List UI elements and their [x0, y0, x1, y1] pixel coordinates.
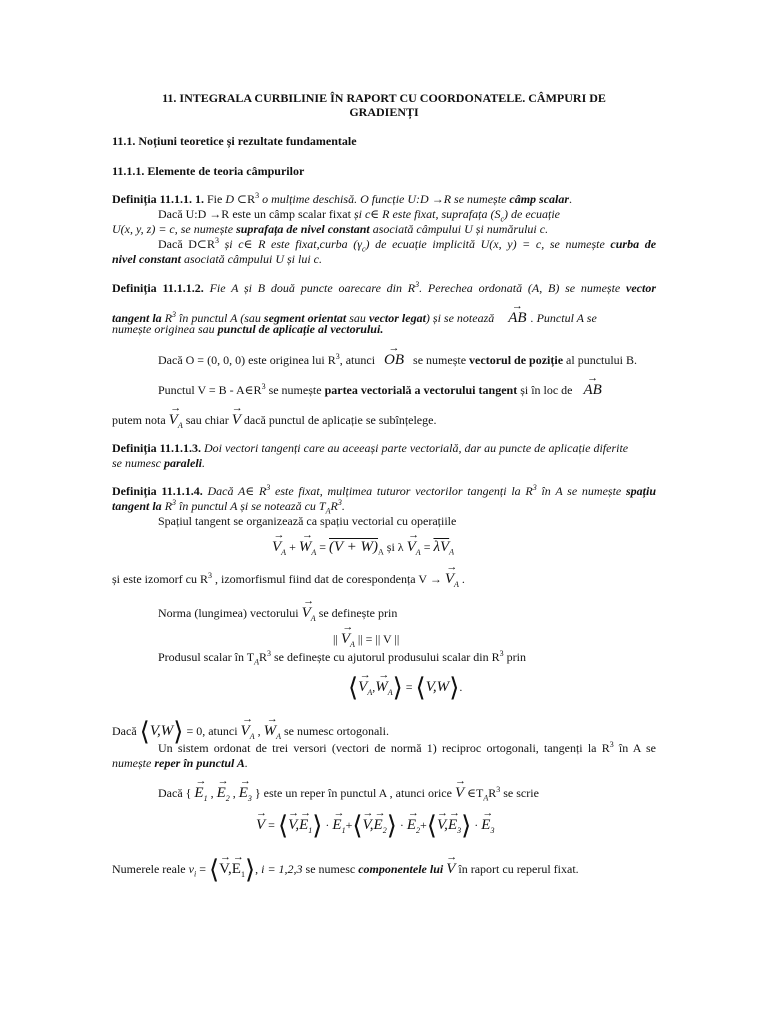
vector-e1-2: → $E_1$	[299, 808, 312, 832]
definition-4-line-4: și este izomorf cu $R^3$ , izomorfismul fiind dat de corespondența V → → $V_A$ .	[112, 562, 465, 586]
definition-4-line-3: Spațiul tangent se organizează ca spațiu vectorial cu operațiile	[158, 514, 457, 528]
definition-1-line-5: nivel constant asociată câmpului U și lui c.	[112, 252, 323, 266]
vector-va-3: → $V_A$	[445, 562, 459, 586]
definition-2-line-6: putem nota → $V_A$ sau chiar → V dacă punctul de aplicație se subînțelege.	[112, 403, 436, 427]
definition-2-line-3: numește originea sau punctul de aplicație al vectorului.	[112, 322, 384, 336]
vector-ob: → OB	[384, 343, 404, 367]
vector-e2-3: → $E_2$	[407, 808, 420, 832]
definition-1-line-3: U(x, y, z) = c, se numește suprafața de nivel constant asociată câmpului U și numărului c.	[112, 222, 549, 236]
definition-4-line-10: Dacă { → $E_1$ , → $E_2$ , → $E_3$ } este un reper în punctul A , atunci orice → V $\in T_AR^3$ se scrie	[158, 776, 539, 800]
document-title-line-1: 11. INTEGRALA CURBILINIE ÎN RAPORT CU COORDONATELE. CÂMPURI DE	[162, 91, 606, 105]
vector-ab: → AB	[508, 301, 526, 325]
equation-decomposition: → V = ⟨→ $V,\to E_1⟩$ · → $E_1+⟨\to V,\to$ $E_2⟩$ · → $E_2+⟨\to V,\to$ $E_3⟩$ · → $E_3$	[256, 808, 494, 833]
definition-4-line-8: Un sistem ordonat de trei versori (vectori de normă 1) reciproc ortogonali, tangenți la $R^3$ în A se	[158, 740, 656, 755]
equation-scalar-product: ⟨→ $V_A,\to$ $W_A⟩$ = ⟨V,W⟩.	[348, 670, 462, 695]
vector-wa-1: → $W_A$	[299, 530, 316, 554]
vector-v-7: → V,	[219, 852, 232, 876]
vector-v-3: → V	[256, 808, 265, 832]
equation-vector-operations: → $V_A$ + → $W_A = (V + W)_A$ și $\lambda \to V_A = \overline{\lambda V}_A$	[272, 530, 454, 554]
vector-va-7: → $V_A$	[241, 714, 255, 738]
vector-wa-3: → $W_A$	[264, 714, 281, 738]
vector-e3: → $E_3$	[239, 776, 252, 800]
vector-v-4: → V,	[288, 808, 299, 832]
definition-4-line-7: Dacă ⟨V,W⟩ = 0, atunci → $V_A$ , → $W_A$ se numesc ortogonali.	[112, 714, 389, 739]
vector-e3-2: → $E_3$	[448, 808, 461, 832]
vector-e1: → $E_1$	[194, 776, 207, 800]
definition-2-line-5: Punctul $V = B - A\in R^3$ se numește partea vectorială a vectorului tangent și în loc de → AB	[158, 373, 656, 397]
vector-e2: → $E_2$	[217, 776, 230, 800]
definition-3-line-1: Definiția 11.1.1.3. Doi vectori tangenți care au aceeași parte vectorială, dar au puncte de aplicație diferite	[112, 441, 629, 455]
vector-e1-3: → $E_1$	[332, 808, 345, 832]
definition-4-line-6: Produsul scalar în $T_AR^3$ se definește cu ajutorul produsului scalar din $R^3$ prin	[158, 649, 526, 667]
definition-2-line-4: Dacă O = (0, 0, 0) este originea lui $R^3$, atunci → OB se numește vectorul de poziție al punctului B.	[158, 343, 637, 367]
vector-va-6: → $V_A$	[358, 670, 372, 694]
vector-v-5: → V,	[363, 808, 374, 832]
vector-v-2: → V	[455, 776, 464, 800]
vector-va-5: → $V_A$	[341, 622, 355, 646]
definition-4-line-2: tangent la $R^3$ în punctul A și se notează cu $T_AR^3$.	[112, 498, 345, 516]
section-heading: 11.1. Noțiuni teoretice și rezultate fundamentale	[112, 134, 357, 148]
vector-va-1: → $V_A$	[272, 530, 286, 554]
vector-va-4: → $V_A$	[302, 596, 316, 620]
definition-4-line-1: Definiția 11.1.1.4. Dacă A∈ $R^3$ este fixat, mulțimea tuturor vectorilor tangenți la $R^3$ în A se numește spațiu	[112, 483, 656, 498]
vector-wa-2: → $W_A$	[375, 670, 392, 694]
definition-4-line-11: Numerele reale $v_i$ = ⟨→ $V,\to E_1⟩$, i = 1,2,3 se numesc componentele lui → V în raport cu reperul fixat.	[112, 852, 579, 877]
definition-1-line-1: Definiția 11.1.1. 1. Fie D $\subset R^3$ o mulțime deschisă. O funcție U:D →R se numește câmp scalar.	[112, 191, 573, 206]
document-title-line-2: GRADIENȚI	[349, 105, 419, 119]
vector-e3-3: → $E_3$	[481, 808, 494, 832]
vector-e1-4: → $E_1$	[232, 852, 245, 876]
definition-4-line-5: Norma (lungimea) vectorului → $V_A$ se definește prin	[158, 596, 397, 620]
equation-norm: || → $V_A$ || = || V ||	[333, 622, 399, 646]
definition-3-line-2: se numesc paraleli.	[112, 456, 205, 470]
definition-4-line-9: numește reper în punctul A.	[112, 756, 248, 770]
vector-va: → $V_A$	[169, 403, 183, 427]
definition-1-line-4: Dacă $D\subset R^3$ și c∈ R este fixat,curba $(\gamma_c)$ de ecuație implicită U(x, y) = c, se numește curba de	[158, 236, 657, 254]
definition-1-line-2: Dacă U:D →R este un câmp scalar fixat și c∈ R este fixat, suprafața $(S_c)$ de ecuație	[158, 207, 560, 224]
definition-2-line-2: tangent la $R^3$ în punctul A (sau segment orientat sau vector legat) și se notează → AB . Punctul A se	[112, 301, 656, 325]
vector-ab-2: → AB	[584, 373, 602, 397]
vector-e2-2: → $E_2$	[374, 808, 387, 832]
definition-2-line-1: Definiția 11.1.1.2. Fie A și B două puncte oarecare din $R^3$. Perechea ordonată (A, B) se numește vector	[112, 280, 656, 295]
vector-v-6: → V,	[437, 808, 448, 832]
vector-v: → V	[232, 403, 241, 427]
vector-v-8: → V	[446, 852, 455, 876]
vector-va-2: → $V_A$	[407, 530, 421, 554]
subsection-heading: 11.1.1. Elemente de teoria câmpurilor	[112, 164, 305, 178]
